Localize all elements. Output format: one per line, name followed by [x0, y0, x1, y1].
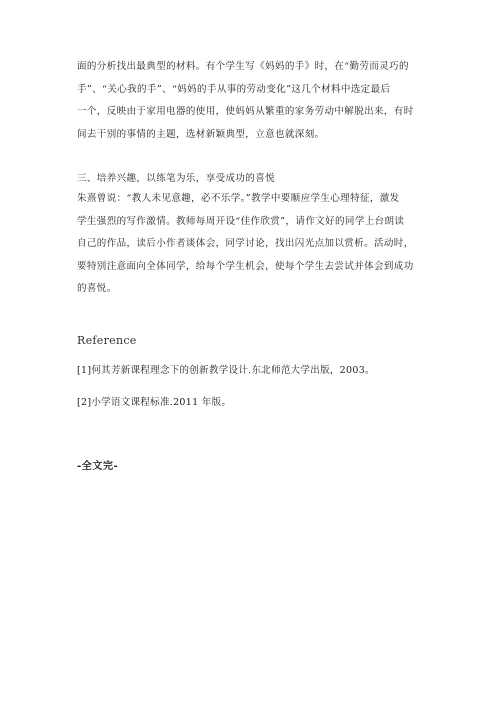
text-line: 自己的作品，读后小作者谈体会，同学讨论，找出闪光点加以赏析。活动时，: [77, 238, 414, 249]
text-line: 手”、“关心我的手”、“妈妈的手从事的劳动变化”这几个材料中选定最后: [77, 83, 391, 95]
text-line: 学生强烈的写作激情。教师每周开设“佳作欣赏”，请作文好的同学上台朗读: [77, 215, 405, 227]
reference-item-2: [2]小学语文课程标准.2011 年版。: [77, 397, 232, 408]
text-line: 一个，反映由于家用电器的使用，使妈妈从繁重的家务劳动中解脱出来，有时: [77, 106, 414, 117]
text-line: 面的分析找出最典型的材料。有个学生写《妈妈的手》时，在“勤劳而灵巧的: [77, 61, 409, 72]
end-of-text-mark: -全文完-: [77, 461, 119, 472]
section-heading: 三、培养兴趣，以练笔为乐，享受成功的喜悦: [77, 173, 276, 184]
paragraph-2: [77, 188, 423, 301]
text-line: 要特别注意面向全体同学，给每个学生机会，使每个学生去尝试并体会到成功: [77, 260, 414, 272]
paragraph-1: [77, 56, 423, 146]
text-line: 朱熹曾说：“教人未见意趣，必不乐学。”教学中要顺应学生心理特征，激发: [77, 193, 400, 204]
body-paragraph: [77, 56, 423, 146]
body-paragraph: [77, 188, 423, 301]
reference-item-1: [1]何其芳新课程理念下的创新教学设计.东北师范大学出版，2003。: [77, 365, 375, 376]
reference-heading: Reference: [77, 334, 137, 347]
text-line: 的喜悦。: [77, 283, 117, 294]
text-line: 间去干别的事情的主题，选材新颖典型，立意也就深刻。: [77, 128, 325, 140]
